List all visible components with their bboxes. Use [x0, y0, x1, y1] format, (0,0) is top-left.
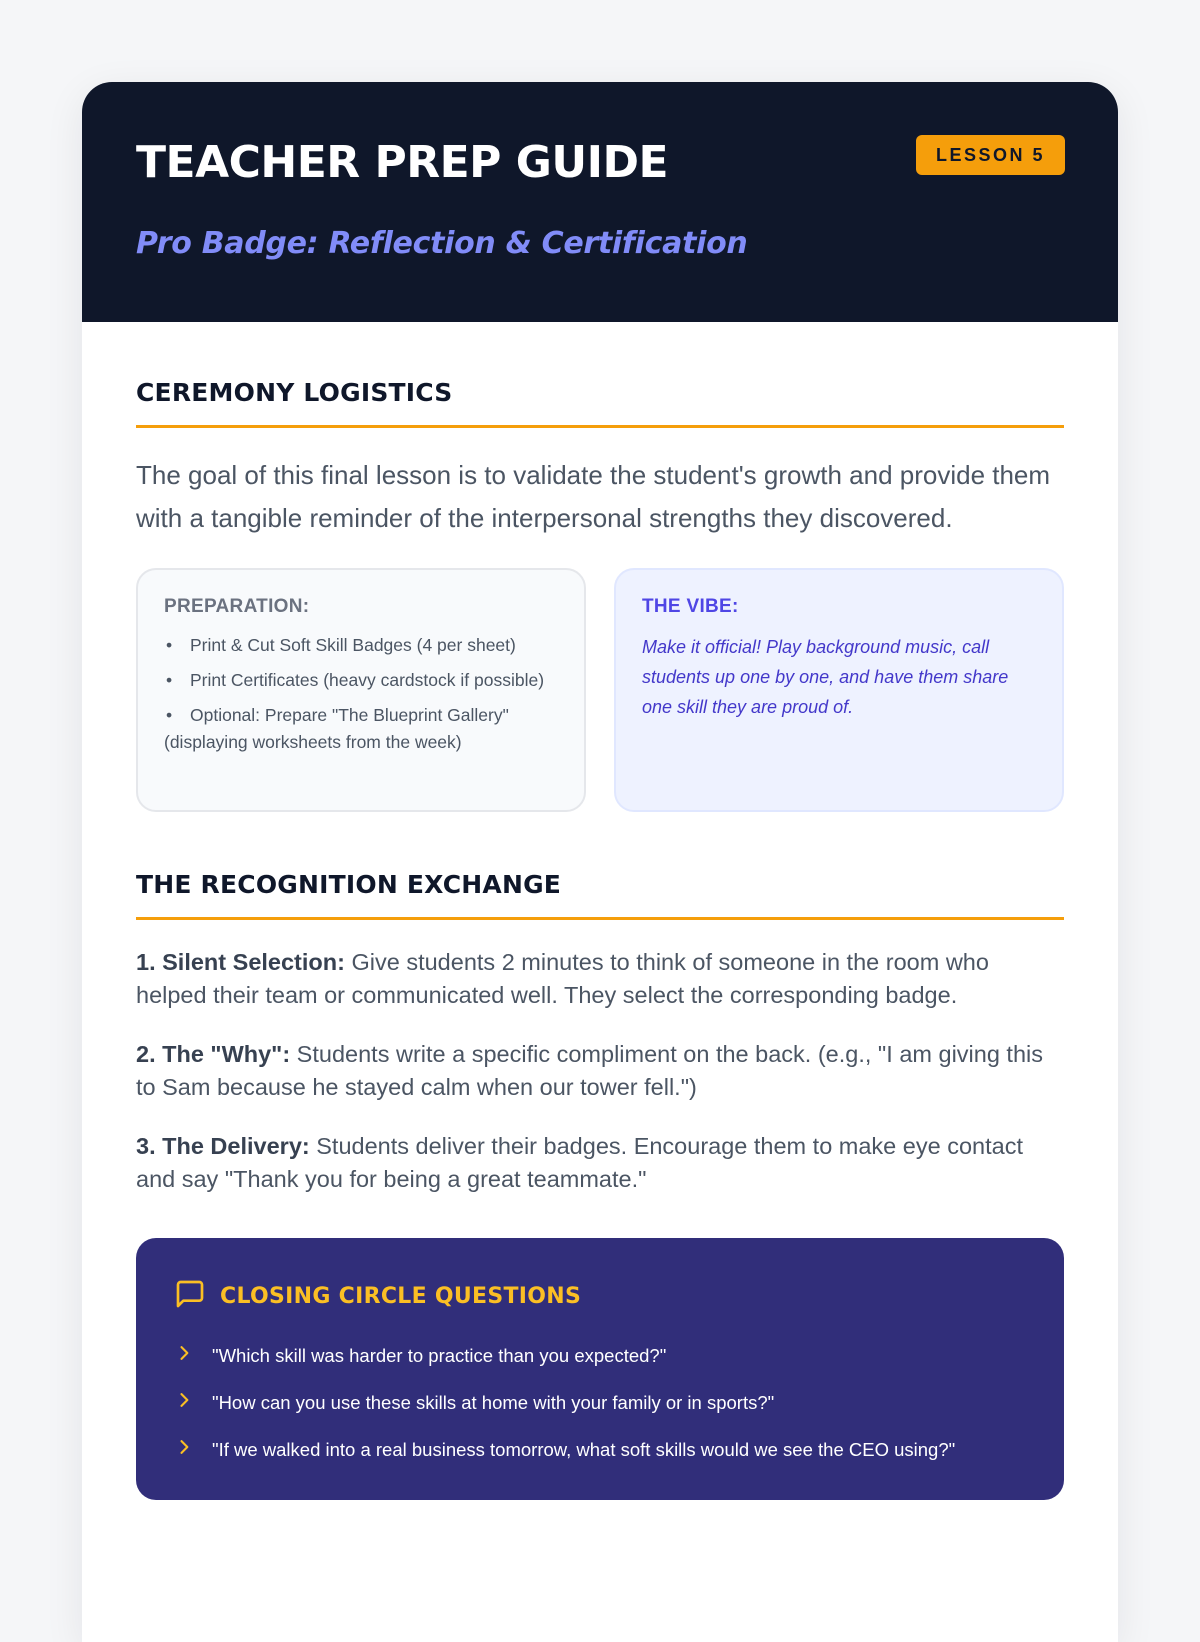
question-item — [174, 1388, 1026, 1417]
step-item — [136, 1038, 1064, 1104]
list-item — [164, 667, 558, 694]
question-text: "How can you use these skills at home with your family or in sports?" — [212, 1392, 775, 1413]
page-title: TEACHER PREP GUIDE — [136, 137, 669, 188]
guide-card — [82, 82, 1118, 1642]
closing-title: CLOSING CIRCLE QUESTIONS — [220, 1284, 582, 1309]
list-item-text: Print Certificates (heavy cardstock if possible) — [190, 670, 545, 690]
step-label: 1. Silent Selection: — [136, 949, 345, 975]
list-item-text: Print & Cut Soft Skill Badges (4 per sheet) — [190, 635, 516, 655]
question-text: "If we walked into a real business tomorrow, what soft skills would we see the CEO using?" — [212, 1439, 956, 1460]
bullet-icon: • — [166, 705, 173, 725]
vibe-title: THE VIBE: — [642, 596, 739, 617]
chevron-right-icon — [174, 1437, 194, 1462]
step-item — [136, 946, 1064, 1012]
section-heading-exchange: THE RECOGNITION EXCHANGE — [136, 870, 1064, 920]
question-item — [174, 1341, 1026, 1370]
step-label: 3. The Delivery: — [136, 1133, 310, 1159]
question-text: "Which skill was harder to practice than you expected?" — [212, 1345, 667, 1366]
preparation-title: PREPARATION: — [164, 596, 310, 617]
bullet-icon: • — [166, 635, 173, 655]
step-text: Students deliver their badges. Encourage them to make eye contact and say "Thank you for being a great teammate." — [136, 1133, 1023, 1192]
page-subtitle: Pro Badge: Reflection & Certification — [136, 226, 748, 261]
list-item — [164, 702, 558, 756]
question-item — [174, 1435, 1026, 1464]
closing-header — [174, 1278, 1026, 1315]
lesson-badge: LESSON 5 — [916, 135, 1065, 175]
preparation-list — [164, 632, 558, 756]
bullet-icon: • — [166, 670, 173, 690]
intro-paragraph: The goal of this final lesson is to validate the student's growth and provide them with a tangible reminder of the interpersonal strengths they discovered. — [136, 460, 1051, 533]
guide-body — [82, 378, 1118, 1500]
steps-list — [136, 946, 1064, 1196]
list-item-text: Optional: Prepare "The Blueprint Gallery" (displaying worksheets from the week) — [164, 705, 509, 752]
step-text: Give students 2 minutes to think of someone in the room who helped their team or communicated well. They select the corresponding badge. — [136, 949, 989, 1008]
step-text: Students write a specific compliment on the back. (e.g., "I am giving this to Sam because he stayed calm when our tower fell.") — [136, 1041, 1044, 1100]
chevron-right-icon — [174, 1343, 194, 1368]
vibe-box — [614, 568, 1064, 812]
guide-header — [82, 82, 1118, 322]
section-heading-logistics: CEREMONY LOGISTICS — [136, 378, 1064, 428]
step-label: 2. The "Why": — [136, 1041, 291, 1067]
list-item — [164, 632, 558, 659]
step-item — [136, 1130, 1064, 1196]
chevron-right-icon — [174, 1390, 194, 1415]
closing-questions-panel — [136, 1238, 1064, 1500]
preparation-box — [136, 568, 586, 812]
vibe-text: Make it official! Play background music, call students up one by one, and have them share one skill they are proud of. — [642, 637, 1009, 717]
message-square-icon — [174, 1278, 206, 1315]
info-boxes — [136, 568, 1064, 812]
